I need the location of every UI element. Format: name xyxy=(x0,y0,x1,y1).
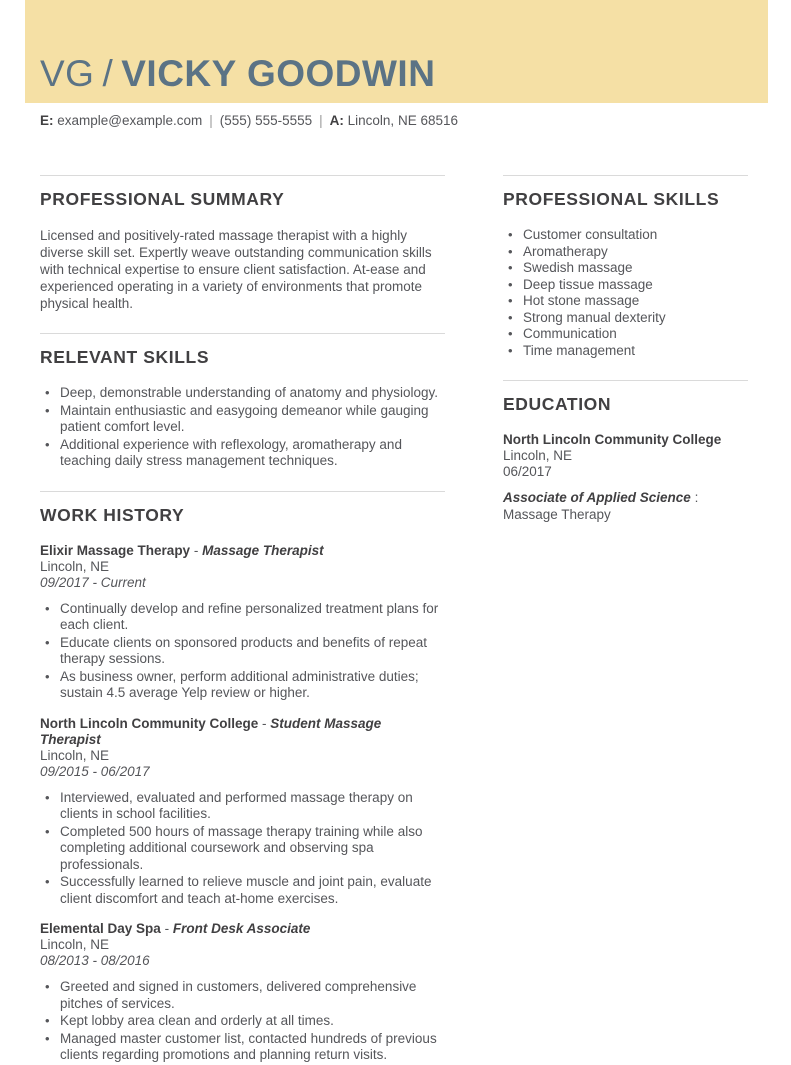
job-separator: - xyxy=(164,921,170,936)
full-name: VICKY GOODWIN xyxy=(121,53,436,94)
job-location: Lincoln, NE xyxy=(40,747,110,763)
job-role: Front Desk Associate xyxy=(172,921,311,936)
job-location: Lincoln, NE xyxy=(40,937,110,952)
section-education xyxy=(503,380,748,523)
list-item: • Time management xyxy=(503,343,748,360)
job-entry xyxy=(40,921,445,1064)
job-entry xyxy=(40,543,445,702)
list-item: • Deep tissue massage xyxy=(503,277,748,294)
list-item: • Kept lobby area clean and orderly at all times. xyxy=(40,1013,445,1030)
list-item: • As business owner, perform additional administrative duties; sustain 4.5 average Yelp review or higher. xyxy=(40,669,445,702)
slash-divider: / xyxy=(102,53,114,94)
list-item: • Swedish massage xyxy=(503,260,748,277)
section-title: WORK HISTORY xyxy=(40,504,185,525)
resume-body xyxy=(40,175,791,1065)
education-location: Lincoln, NE xyxy=(503,448,573,463)
right-column xyxy=(503,175,748,1065)
address-label: A: xyxy=(329,113,344,128)
section-title: PROFESSIONAL SUMMARY xyxy=(40,189,285,209)
contact-divider: | xyxy=(319,113,323,128)
list-item: • Strong manual dexterity xyxy=(503,310,748,327)
education-degree-line xyxy=(503,490,748,507)
list-item: • Customer consultation xyxy=(503,227,748,244)
job-dates: 08/2013 - 08/2016 xyxy=(40,953,150,968)
name-line xyxy=(40,53,435,95)
list-item: • Aromatherapy xyxy=(503,244,748,261)
education-school: North Lincoln Community College xyxy=(503,432,722,447)
job-entry xyxy=(40,716,445,908)
job-company: Elixir Massage Therapy xyxy=(40,542,191,558)
list-item: • Successfully learned to relieve muscle and joint pain, evaluate client discomfort and teach at-home exercises. xyxy=(40,874,445,907)
email-label: E: xyxy=(40,113,54,128)
job-company: Elemental Day Spa xyxy=(40,921,161,936)
email-value: example@example.com xyxy=(57,113,203,128)
job-heading xyxy=(40,921,445,937)
relevant-skills-list xyxy=(40,385,445,470)
education-date: 06/2017 xyxy=(503,464,552,479)
job-location: Lincoln, NE xyxy=(40,558,110,574)
section-title: EDUCATION xyxy=(503,394,612,414)
section-relevant-skills xyxy=(40,333,445,470)
job-bullets xyxy=(40,601,445,702)
address-value: Lincoln, NE 68516 xyxy=(347,113,458,128)
list-item: • Completed 500 hours of massage therapy training while also completing additional coursework and observing spa professionals. xyxy=(40,824,445,874)
list-item: • Communication xyxy=(503,326,748,343)
list-item: • Educate clients on sponsored products and benefits of repeat therapy sessions. xyxy=(40,635,445,668)
job-separator: - xyxy=(262,715,267,731)
section-professional-skills xyxy=(503,175,748,359)
job-heading xyxy=(40,543,445,559)
job-separator: - xyxy=(193,542,199,558)
list-item: • Deep, demonstrable understanding of anatomy and physiology. xyxy=(40,385,445,402)
list-item: • Additional experience with reflexology, aromatherapy and teaching daily stress management techniques. xyxy=(40,437,445,470)
list-item: • Managed master customer list, contacted hundreds of previous clients regarding promotions and planning return visits. xyxy=(40,1031,445,1064)
job-bullets xyxy=(40,790,445,908)
job-dates: 09/2017 - Current xyxy=(40,574,146,590)
list-item: • Interviewed, evaluated and performed massage therapy on clients in school facilities. xyxy=(40,790,445,823)
initials: VG xyxy=(40,53,95,94)
contact-divider: | xyxy=(209,113,213,128)
job-role: Massage Therapist xyxy=(202,542,324,558)
phone-value: (555) 555-5555 xyxy=(219,113,313,128)
contact-line xyxy=(40,112,791,129)
education-degree: Associate of Applied Science xyxy=(503,490,691,505)
list-item: • Maintain enthusiastic and easygoing demeanor while gauging patient comfort level. xyxy=(40,403,445,436)
job-heading xyxy=(40,716,445,748)
job-dates: 09/2015 - 06/2017 xyxy=(40,763,150,779)
section-work-history xyxy=(40,491,445,1064)
list-item: • Greeted and signed in customers, delivered comprehensive pitches of services. xyxy=(40,979,445,1012)
degree-colon: : xyxy=(694,490,699,505)
summary-text: Licensed and positively-rated massage therapist with a highly diverse skill set. Expertly weave outstanding communication skills with technical expertise to ensure client satisfaction. At-ease and experienced operating in a variety of environments that promote physical health. xyxy=(40,228,432,311)
left-column xyxy=(40,175,445,1065)
list-item: • Hot stone massage xyxy=(503,293,748,310)
section-title: RELEVANT SKILLS xyxy=(40,347,210,367)
header-band xyxy=(25,0,768,103)
job-company: North Lincoln Community College xyxy=(40,715,259,731)
professional-skills-list xyxy=(503,227,748,359)
section-professional-summary xyxy=(40,175,445,312)
job-bullets xyxy=(40,979,445,1064)
section-title: PROFESSIONAL SKILLS xyxy=(503,189,720,209)
education-field: Massage Therapy xyxy=(503,506,611,522)
list-item: • Continually develop and refine personalized treatment plans for each client. xyxy=(40,601,445,634)
job-role: Student Massage Therapist xyxy=(40,715,382,747)
